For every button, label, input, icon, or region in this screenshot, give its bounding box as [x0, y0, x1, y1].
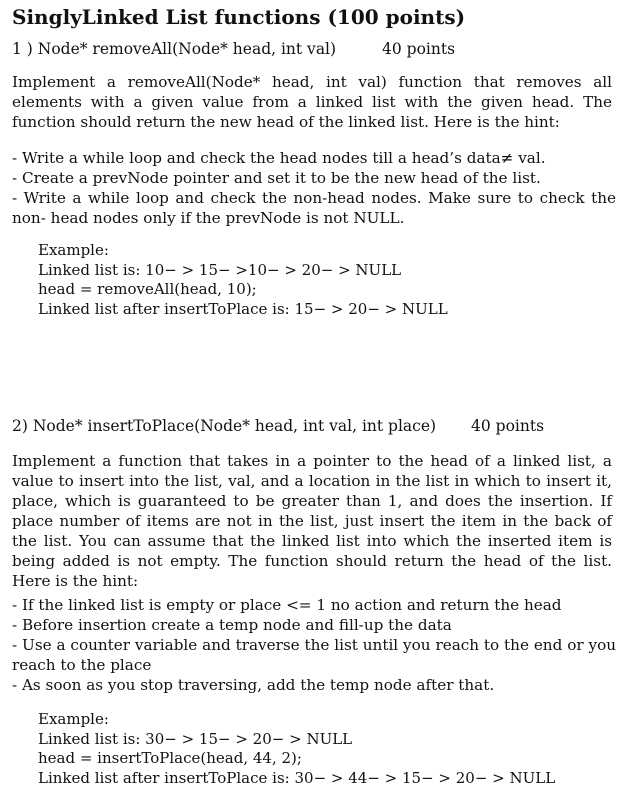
- example-line: head = removeAll(head, 10);: [38, 280, 257, 298]
- hint-item: - As soon as you stop traversing, add the temp node after that.: [12, 676, 495, 694]
- example-line: Linked list after insertToPlace is: 30− > 44− > 15− > 20− > NULL: [38, 768, 556, 787]
- example-label: Example:: [38, 241, 109, 259]
- example-line: Linked list after insertToPlace is: 15− > 20− > NULL: [38, 299, 448, 318]
- example-line: Linked list is: 30− > 15− > 20− > NULL: [38, 729, 353, 748]
- q1-description: Implement a removeAll(Node* head, int val) function that removes all elements with a given value from a linked list with the given head. The function should return the new head of the linked list. Here is the hint:: [12, 73, 612, 131]
- example-line: Linked list is: 10− > 15− >10− > 20− > NULL: [38, 260, 402, 279]
- q2-example: [38, 710, 555, 788]
- q2-points: 40 points: [471, 417, 545, 435]
- q1-hints: [12, 148, 616, 228]
- q1-points: 40 points: [382, 40, 456, 58]
- q2-header: 2) Node* insertToPlace(Node* head, int val, int place): [12, 417, 437, 435]
- hint-item: - If the linked list is empty or place <= 1 no action and return the head: [12, 596, 562, 614]
- hint-item: - Write a while loop and check the head nodes till a head’s data≠ val.: [12, 149, 546, 167]
- hint-item: - Use a counter variable and traverse the list until you reach to the end or you reach to the place: [12, 636, 616, 674]
- page-title: SinglyLinked List functions (100 points): [12, 5, 466, 29]
- q1-example: [38, 241, 448, 319]
- example-line: head = insertToPlace(head, 44, 2);: [38, 749, 302, 767]
- hint-item: - Create a prevNode pointer and set it to be the new head of the list.: [12, 169, 541, 187]
- q2-hints: [12, 595, 616, 695]
- hint-item: - Before insertion create a temp node and fill-up the data: [12, 616, 452, 634]
- example-label: Example:: [38, 710, 109, 728]
- hint-item: - Write a while loop and check the non-head nodes. Make sure to check the non- head nodes only if the prevNode is not NULL.: [12, 189, 616, 227]
- q2-description: Implement a function that takes in a pointer to the head of a linked list, a value to insert into the list, val, and a location in the list in which to insert it, place, which is guaranteed to be greater than 1, and does the insertion. If place number of items are not in the list, just insert the item in the back of the list. You can assume that the linked list into which the inserted item is being added is not empty. The function should return the head of the list. Here is the hint:: [12, 452, 612, 590]
- q1-header: 1 ) Node* removeAll(Node* head, int val): [12, 40, 337, 58]
